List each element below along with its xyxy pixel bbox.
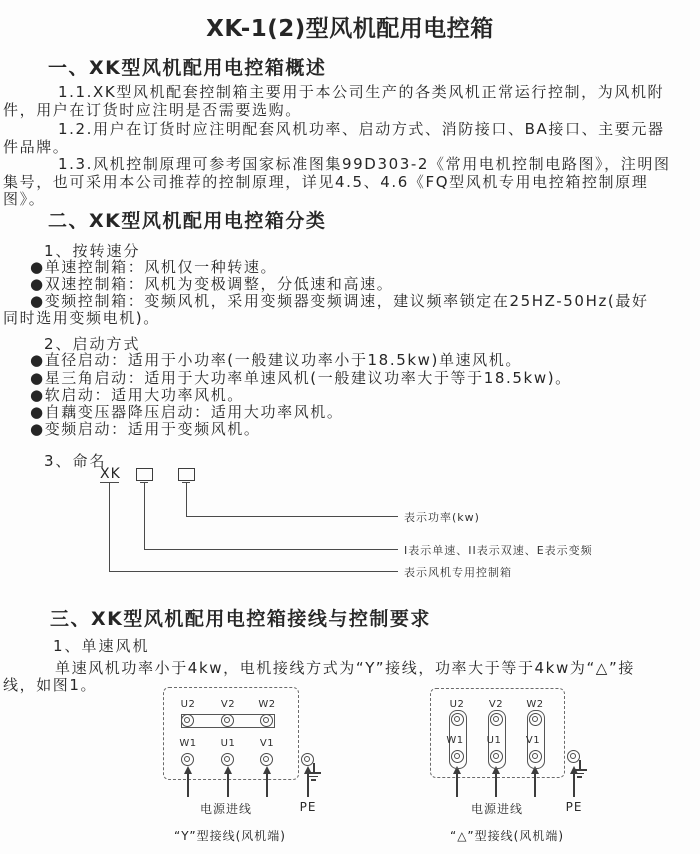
callout-xk-label: 表示风机专用控制箱	[404, 566, 512, 579]
single-speed-fan-label: 1、单速风机	[53, 637, 150, 655]
y-terminal-w1	[181, 753, 194, 766]
bullet-vfd-box: ●变频控制箱：变频风机，采用变频器变频调速，建议频率锁定在25HZ-50Hz(最好	[30, 292, 649, 310]
callout-power-hline	[186, 516, 398, 517]
delta-terminal-v1	[529, 750, 542, 763]
delta-pe-arrow-line	[573, 773, 575, 797]
y-pe-arrow-line	[307, 773, 309, 797]
y-power-in-label: 电源进线	[199, 802, 252, 816]
y-terminal-v1	[260, 753, 273, 766]
y-terminal-label-u1: U1	[220, 738, 236, 749]
section3-para-line1: 单速风机功率小于4kw，电机接线方式为“Y”接线，功率大于等于4kw为“△”接	[55, 659, 635, 677]
start-mode-label: 2、启动方式	[44, 335, 141, 353]
delta-terminal-u1	[490, 750, 503, 763]
delta-terminal-w2	[529, 713, 542, 726]
section3-para-line2: 线，如图1。	[3, 676, 98, 694]
delta-ground-icon-bar3	[577, 776, 582, 778]
delta-pe-terminal	[567, 750, 580, 763]
y-ground-icon-bar3	[311, 779, 316, 781]
speed-class-label: 1、按转速分	[44, 242, 141, 260]
paragraph-1-3-line2: 集号，也可采用本公司推荐的控制原理，详见4.5、4.6《FQ型风机专用电控箱控制原理	[3, 173, 649, 191]
y-ground-icon-stem	[313, 763, 315, 772]
paragraph-1-2-line1: 1.2.用户在订货时应注明配套风机功率、启动方式、消防接口、BA接口、主要元器	[58, 120, 665, 138]
delta-pe-label: PE	[565, 800, 583, 814]
paragraph-1-1-line1: 1.1.XK型风机配套控制箱主要用于本公司生产的各类风机正常运行控制，为风机附	[58, 83, 665, 101]
delta-power-in-label: 电源进线	[470, 802, 523, 816]
delta-terminal-label-u2: U2	[449, 699, 465, 710]
delta-terminal-label-v1: V1	[525, 735, 541, 746]
callout-speed-label: I表示单速、II表示双速、E表示变频	[404, 544, 593, 557]
section2-heading: 二、XK型风机配用电控箱分类	[48, 210, 327, 232]
bullet-vfd-box-cont: 同时选用变频电机)。	[3, 309, 160, 327]
naming-box-power	[178, 468, 195, 481]
bullet-single-speed: ●单速控制箱：风机仅一种转速。	[30, 258, 278, 276]
delta-terminal-u2	[451, 713, 464, 726]
callout-xk-vline	[109, 483, 110, 571]
y-terminal-label-u2: U2	[180, 699, 196, 710]
y-diagram-caption: “Y”型接线(风机端)	[174, 829, 286, 843]
callout-speed-hline	[144, 549, 398, 550]
delta-terminal-label-w1: W1	[446, 735, 464, 746]
y-terminal-label-w1: W1	[179, 738, 197, 749]
page-title: XK-1(2)型风机配用电控箱	[206, 16, 494, 42]
delta-terminal-v2	[490, 713, 503, 726]
y-ground-icon-bar2	[309, 776, 318, 778]
y-terminal-label-w2: W2	[258, 699, 276, 710]
y-terminal-label-v1: V1	[259, 738, 275, 749]
callout-xk-hline	[109, 571, 398, 572]
naming-label: 3、命名	[44, 452, 107, 470]
y-pe-terminal	[301, 753, 314, 766]
bullet-dual-speed: ●双速控制箱：风机为变极调整，分低速和高速。	[30, 275, 394, 293]
callout-power-vline	[186, 483, 187, 516]
y-terminal-w2	[260, 714, 273, 727]
delta-terminal-label-u1: U1	[486, 735, 502, 746]
bullet-soft-start: ●软启动：适用大功率风机。	[30, 386, 244, 404]
paragraph-1-2-line2: 件品牌。	[3, 138, 70, 156]
y-terminal-label-v2: V2	[220, 699, 236, 710]
delta-diagram-caption: “△”型接线(风机端)	[449, 829, 565, 843]
section3-heading: 三、XK型风机配用电控箱接线与控制要求	[50, 608, 431, 630]
y-terminal-u1	[221, 753, 234, 766]
bullet-direct-start: ●直径启动：适用于小功率(一般建议功率小于18.5kw)单速风机。	[30, 351, 522, 369]
paragraph-1-1-line2: 件，用户在订货时应注明是否需要选购。	[3, 101, 302, 119]
y-arrow-line-3	[266, 773, 268, 797]
y-pe-label: PE	[299, 800, 317, 814]
bullet-vfd-start: ●变频启动：适用于变频风机。	[30, 420, 261, 438]
section1-heading: 一、XK型风机配用电控箱概述	[48, 57, 327, 79]
y-terminal-u2	[181, 714, 194, 727]
naming-box-speed	[136, 468, 153, 481]
delta-terminal-w1	[451, 750, 464, 763]
naming-prefix-xk: XK	[100, 466, 121, 482]
bullet-star-delta-start: ●星三角启动：适用于大功率单速风机(一般建议功率大于等于18.5kw)。	[30, 369, 572, 387]
bullet-autotransformer-start: ●自藕变压器降压启动：适用大功率风机。	[30, 403, 344, 421]
delta-arrow-line-3	[534, 773, 536, 797]
delta-arrow-line-1	[456, 773, 458, 797]
delta-terminal-label-v2: V2	[488, 699, 504, 710]
paragraph-1-3-line3: 图》。	[3, 190, 46, 208]
delta-ground-icon-stem	[579, 760, 581, 769]
callout-speed-vline	[144, 483, 145, 549]
delta-terminal-label-w2: W2	[526, 699, 544, 710]
y-arrow-line-1	[187, 773, 189, 797]
paragraph-1-3-line1: 1.3.风机控制原理可参考国家标准图集99D303-2《常用电机控制电路图》，注明图	[58, 155, 671, 173]
delta-arrow-line-2	[495, 773, 497, 797]
y-terminal-v2	[221, 714, 234, 727]
callout-power-label: 表示功率(kw)	[404, 511, 480, 524]
y-arrow-line-2	[227, 773, 229, 797]
